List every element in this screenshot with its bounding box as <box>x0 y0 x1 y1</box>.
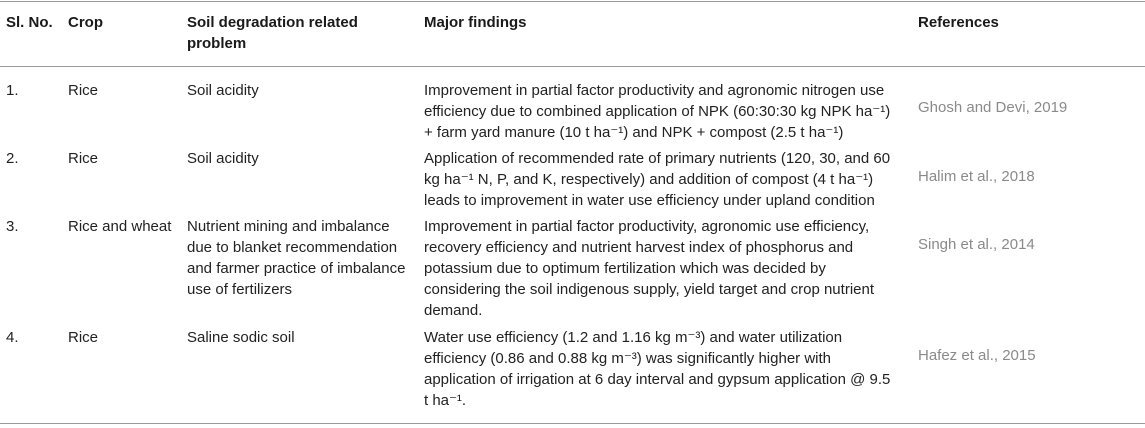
row-problem: Nutrient mining and imbalance due to blanket recommendation and farmer practice of imbalance use of fertilizers <box>187 218 406 298</box>
row-problem: Saline sodic soil <box>187 329 295 346</box>
header-problem: Soil degradation related problem <box>187 14 358 52</box>
table-bottom-rule <box>0 423 1145 424</box>
table-top-rule <box>0 1 1145 2</box>
header-references: References <box>918 14 999 31</box>
row-crop: Rice <box>68 82 99 99</box>
row-problem: Soil acidity <box>187 150 259 167</box>
row-reference: Singh et al., 2014 <box>918 236 1035 253</box>
row-reference: Halim et al., 2018 <box>918 168 1035 185</box>
row-reference: Ghosh and Devi, 2019 <box>918 99 1068 116</box>
row-sl-no: 3. <box>6 218 19 235</box>
row-sl-no: 1. <box>6 82 19 99</box>
row-crop: Rice and wheat <box>68 218 172 235</box>
row-findings: Application of recommended rate of primary nutrients (120, 30, and 60 kg ha⁻¹ N, P, and K, respectively) and addition of compost (4 t ha⁻¹) leads to improvement in water use efficiency under upland condition <box>424 150 891 209</box>
table-header-rule <box>0 66 1145 67</box>
row-sl-no: 4. <box>6 329 19 346</box>
header-findings: Major findings <box>424 14 527 31</box>
header-sl-no: Sl. No. <box>6 14 53 31</box>
row-findings: Water use efficiency (1.2 and 1.16 kg m⁻³) and water utilization efficiency (0.86 and 0.88 kg m⁻³) was significantly higher with application of irrigation at 6 day interval and gypsum application @ 9.5 t ha⁻¹. <box>424 329 891 409</box>
row-problem: Soil acidity <box>187 82 259 99</box>
row-crop: Rice <box>68 150 99 167</box>
header-crop: Crop <box>68 14 103 31</box>
row-findings: Improvement in partial factor productivity and agronomic nitrogen use efficiency due to combined application of NPK (60:30:30 kg NPK ha⁻¹) + farm yard manure (10 t ha⁻¹) and NPK + compost (2.5 t ha⁻¹) <box>424 82 891 141</box>
row-findings: Improvement in partial factor productivity, agronomic use efficiency, recovery efficiency and nutrient harvest index of phosphorus and potassium due to optimum fertilization which was decided by considering the soil indigenous supply, yield target and crop nutrient demand. <box>424 218 874 319</box>
row-sl-no: 2. <box>6 150 19 167</box>
row-reference: Hafez et al., 2015 <box>918 347 1036 364</box>
row-crop: Rice <box>68 329 99 346</box>
